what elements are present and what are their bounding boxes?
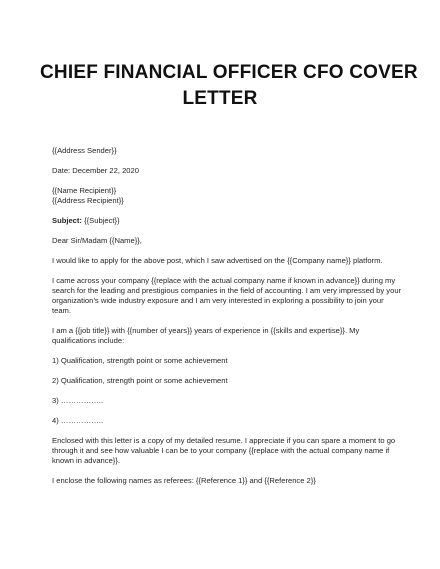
salutation: Dear Sir/Madam {{Name}}, (52, 236, 142, 245)
recipient-address: {{Address Recipient}} (52, 196, 124, 205)
page-title (40, 60, 418, 112)
paragraph-2-line-2: search for the leading and prestigious companies in the field of accounting. I am very impressed by your (52, 286, 402, 295)
paragraph-3-line-2: qualifications include: (52, 336, 125, 345)
paragraph-4-line-2: through it and see how valuable I can be to your company {{replace with the actual company name if (52, 446, 390, 455)
sender-address: {{Address Sender}} (52, 146, 117, 155)
paragraph-4-line-1: Enclosed with this letter is a copy of my detailed resume. I appreciate if you can spare a moment to go (52, 436, 396, 445)
paragraph-3 (52, 326, 398, 346)
paragraph-2-line-3: organization’s wide industry exposure and I am very interested in exploring a possibility to join your (52, 296, 384, 305)
paragraph-4-line-3: known in advance}}. (52, 456, 120, 465)
qualification-1: 1) Qualification, strength point or some achievement (52, 356, 228, 365)
letter-date: Date: December 22, 2020 (52, 166, 139, 175)
paragraph-5: I enclose the following names as referees: {{Reference 1}} and {{Reference 2}} (52, 476, 316, 485)
recipient-name: {{Name Recipient}} (52, 186, 117, 195)
paragraph-1: I would like to apply for the above post, which I saw advertised on the {{Company name}} platform. (52, 256, 383, 265)
recipient-block (52, 186, 398, 206)
paragraph-3-line-1: I am a {{job title}} with {{number of years}} years of experience in {{skills and expertise}}. My (52, 326, 360, 335)
paragraph-2 (52, 276, 402, 316)
qualification-2: 2) Qualification, strength point or some achievement (52, 376, 228, 385)
paragraph-4 (52, 436, 398, 466)
title-line-1: CHIEF FINANCIAL OFFICER CFO COVER (40, 62, 418, 83)
subject-label: Subject: (52, 216, 82, 225)
subject-line (52, 216, 398, 226)
letter-body (52, 146, 402, 496)
paragraph-2-line-4: team. (52, 306, 71, 315)
subject-value: {{Subject}} (81, 216, 120, 225)
title-line-2: LETTER (182, 88, 258, 109)
paragraph-2-line-1: I came across your company {{replace with the actual company name if known in advance}} during my (52, 276, 396, 285)
qualification-4: 4) …………….. (52, 416, 104, 425)
qualification-3: 3) …………….. (52, 396, 104, 405)
